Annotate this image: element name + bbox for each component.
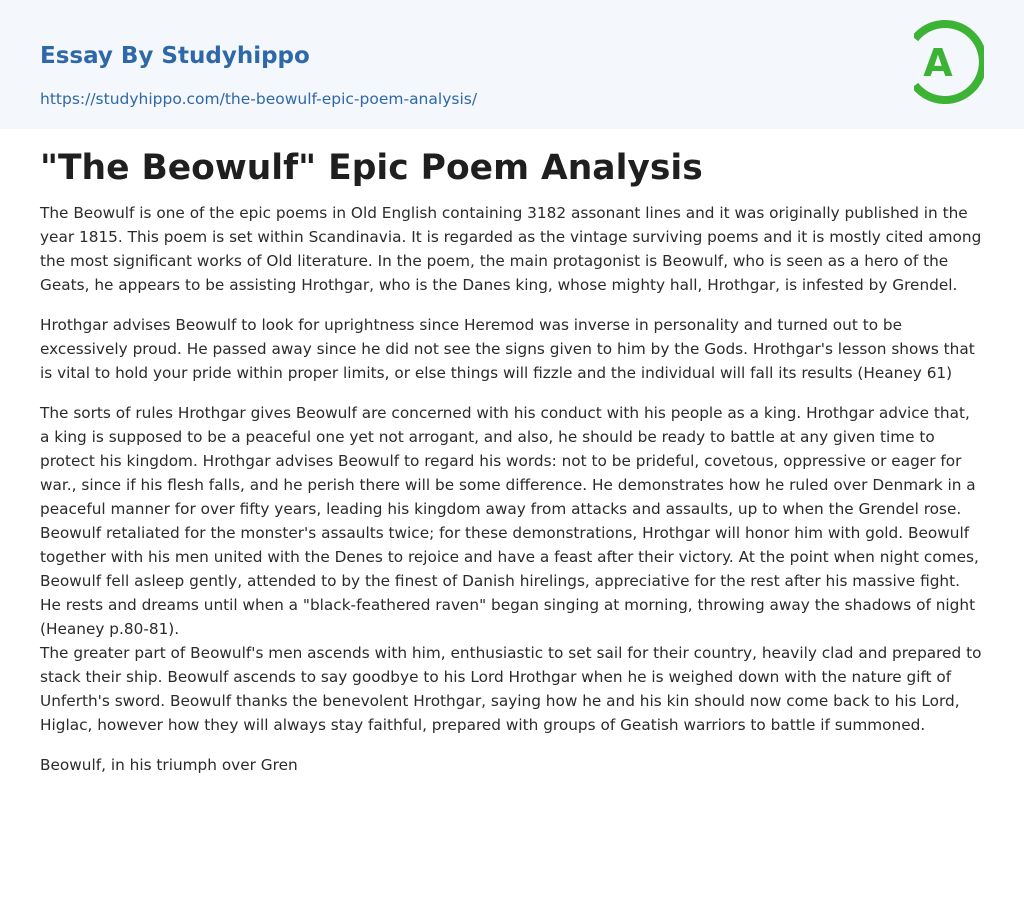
paragraph-4: The greater part of Beowulf's men ascends with him, enthusiastic to set sail for their country, heavily clad and prepared to stack their ship. Beowulf ascends to say goodbye to his Lord Hrothgar when he is weighed down with the nature gift of Unferth's sword. Beowulf thanks the benevolent Hrothgar, saying how he and his kin should now come back to his Lord, Higlac, however how they will always stay faithful, prepared with groups of Geatish warriors to battle if summoned. [40,644,982,734]
paragraph-1: The Beowulf is one of the epic poems in Old English containing 3182 assonant lines and it was originally published in the year 1815. This poem is set within Scandinavia. It is regarded as the vintage surviving poems and it is mostly cited among the most significant works of Old literature. In the poem, the main protagonist is Beowulf, who is seen as a hero of the Geats, he appears to be assisting Hrothgar, who is the Danes king, whose mighty hall, Hrothgar, is infested by Grendel. [40,204,982,294]
studyhippo-logo-icon[interactable] [914,20,984,104]
site-header [0,0,1024,129]
article-title: "The Beowulf" Epic Poem Analysis [40,148,703,188]
paragraph-2: Hrothgar advises Beowulf to look for uprightness since Heremod was inverse in personality and turned out to be excessively proud. He passed away since he did not see the signs given to him by the Gods. Hrothgar's lesson shows that is vital to hold your pride within proper limits, or else things will fizzle and the individual will fall its results (Heaney 61) [40,316,975,382]
logo-letter: A [923,41,953,85]
site-title: Essay By Studyhippo [40,43,310,69]
paragraph-3: The sorts of rules Hrothgar gives Beowulf are concerned with his conduct with his people as a king. Hrothgar advice that, a king is supposed to be a peaceful one yet not arrogant, and also, he should be ready to battle at any given time to protect his kingdom. Hrothgar advises Beowulf to regard his words: not to be prideful, covetous, oppressive or eager for war., since if his flesh falls, and he perish there will be some difference. He demonstrates how he ruled over Denmark in a peaceful manner for over fifty years, leading his kingdom away from attacks and assaults, up to when the Grendel rose. Beowulf retaliated for the monster's assaults twice; for these demonstrations, Hrothgar will honor him with gold. Beowulf together with his men united with the Denes to rejoice and have a feast after their victory. At the point when night comes, Beowulf fell asleep gently, attended to by the finest of Danish hirelings, appreciative for the rest after his massive fight. He rests and dreams until when a "black-feathered raven" began singing at morning, throwing away the shadows of night (Heaney p.80-81). [40,404,979,638]
paragraph-5-truncated: Beowulf, in his triumph over Gren [40,756,298,774]
article [0,147,1024,777]
source-url-link[interactable]: https://studyhippo.com/the-beowulf-epic-poem-analysis/ [40,90,478,108]
